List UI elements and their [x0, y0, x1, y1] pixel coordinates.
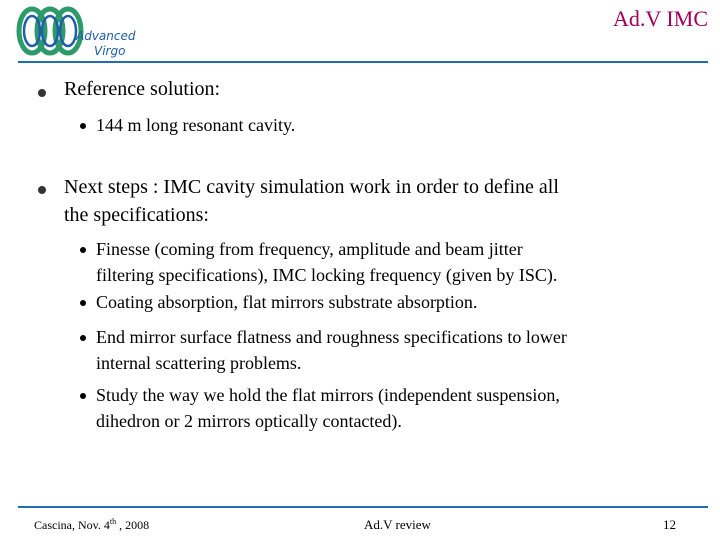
- sub-bullet-end-mirror-line2: internal scattering problems.: [96, 353, 302, 373]
- footer-date: [34, 517, 149, 533]
- slide-title: Ad.V IMC: [613, 6, 708, 31]
- bullet-next-steps-line2: the specifications:: [64, 204, 209, 226]
- bullet-next-steps-line1: Next steps : IMC cavity simulation work in order to define all: [64, 176, 559, 198]
- footer-event: Ad.V review: [364, 517, 431, 532]
- bullet-reference-solution: Reference solution:: [64, 78, 221, 100]
- sub-bullet-cavity: 144 m long resonant cavity.: [96, 115, 296, 135]
- sub-bullet-dot: [80, 335, 86, 341]
- sub-bullet-dot: [80, 300, 86, 306]
- sub-bullet-study-line2: dihedron or 2 mirrors optically contacted).: [96, 411, 402, 431]
- bullet-dot: [38, 89, 46, 97]
- sub-bullet-dot: [80, 123, 86, 129]
- page-number: 12: [663, 517, 676, 532]
- logo-text-virgo: Virgo: [94, 44, 126, 58]
- sub-bullet-finesse-line2: filtering specifications), IMC locking frequency (given by ISC).: [96, 265, 558, 285]
- footer-date-year: , 2008: [116, 518, 150, 532]
- sub-bullet-coating: Coating absorption, flat mirrors substrate absorption.: [96, 292, 478, 312]
- sub-bullet-finesse-line1: Finesse (coming from frequency, amplitude and beam jitter: [96, 239, 523, 259]
- footer-date-text: Cascina, Nov. 4: [34, 518, 110, 532]
- sub-bullet-dot: [80, 247, 86, 253]
- logo-text-advanced: Advanced: [76, 29, 136, 43]
- footer-date-sup: th: [109, 517, 117, 526]
- advanced-virgo-logo: [12, 4, 140, 62]
- logo-rings-icon: [12, 4, 140, 62]
- footer-divider: [18, 506, 708, 508]
- sub-bullet-end-mirror-line1: End mirror surface flatness and roughness specifications to lower: [96, 327, 567, 347]
- sub-bullet-study-line1: Study the way we hold the flat mirrors (independent suspension,: [96, 385, 560, 405]
- header-divider: [18, 61, 708, 63]
- bullet-dot: [38, 186, 46, 194]
- sub-bullet-dot: [80, 393, 86, 399]
